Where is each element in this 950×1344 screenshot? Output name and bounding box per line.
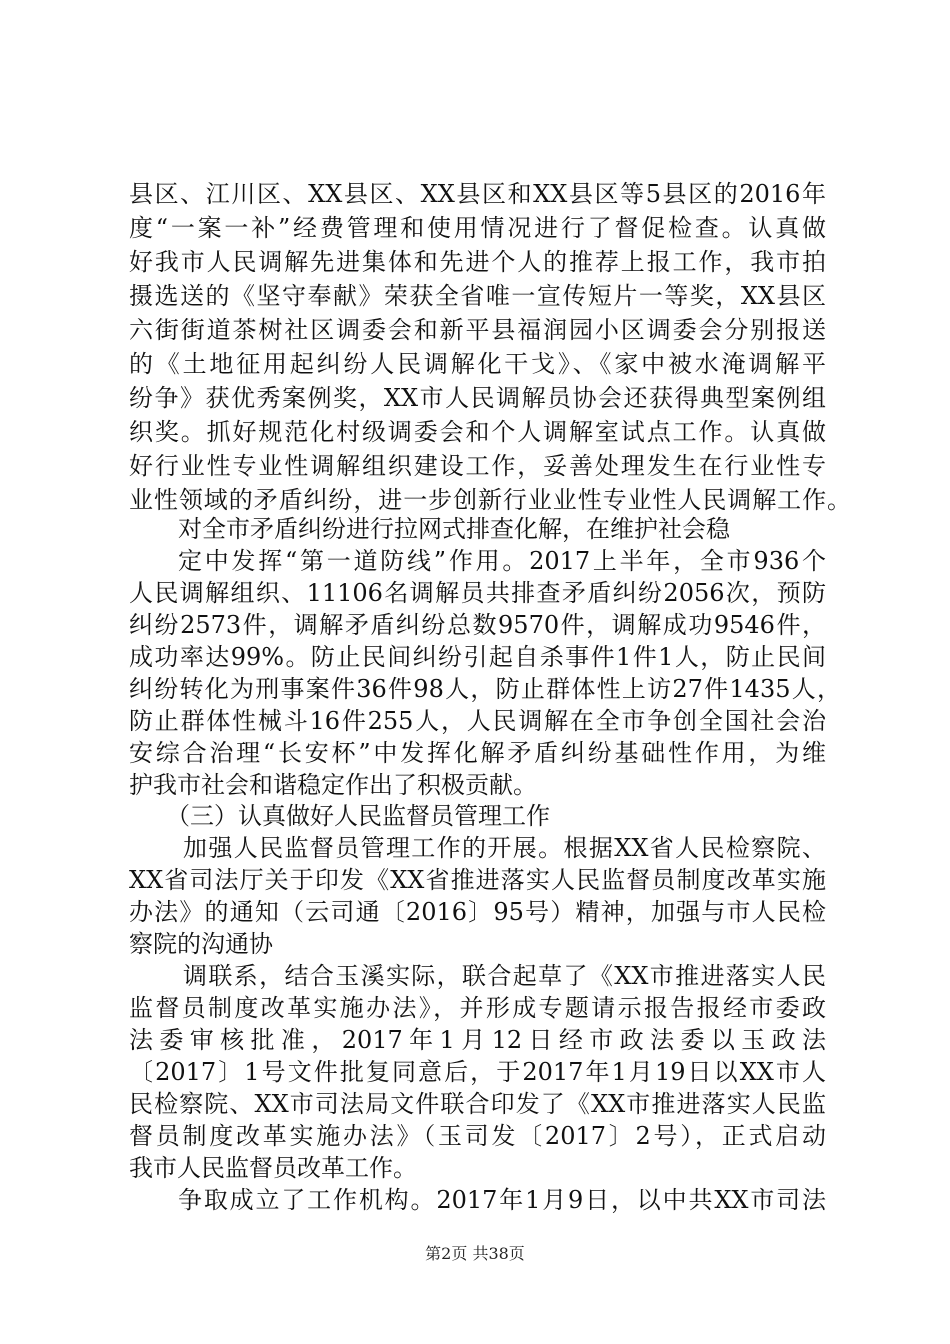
text-line: 防止群体性械斗16件255人，人民调解在全市争创全国社会治 <box>129 707 826 735</box>
text-line: 办法》的通知（云司通〔2016〕95号）精神，加强与市人民检 <box>129 898 826 926</box>
text-line: 好我市人民调解先进集体和先进个人的推荐上报工作，我市拍 <box>129 248 826 276</box>
text-line: 调联系，结合玉溪实际，联合起草了《XX市推进落实人民 <box>183 962 826 990</box>
text-line: 我市人民监督员改革工作。 <box>129 1154 417 1182</box>
paragraph-heading: 对全市矛盾纠纷进行拉网式排查化解，在维护社会稳 <box>178 515 730 543</box>
text-line: 的《土地征用起纠纷人民调解化干戈》、《家中被水淹调解平 <box>129 350 826 378</box>
text-line: 护我市社会和谐稳定作出了积极贡献。 <box>129 771 537 799</box>
text-line: 督员制度改革实施办法》（玉司发〔2017〕2号），正式启动 <box>129 1122 826 1150</box>
text-line: 监督员制度改革实施办法》，并形成专题请示报告报经市委政 <box>129 994 826 1022</box>
text-line: 成功率达99%。防止民间纠纷引起自杀事件1件1人，防止民间 <box>129 643 826 671</box>
text-line: XX省司法厅关于印发《XX省推进落实人民监督员制度改革实施 <box>129 866 826 894</box>
text-line: 民检察院、XX市司法局文件联合印发了《XX市推进落实人民监 <box>129 1090 826 1118</box>
text-line: 纷争》获优秀案例奖，XX市人民调解员协会还获得典型案例组 <box>129 384 826 412</box>
text-line: 察院的沟通协 <box>129 930 273 958</box>
text-line: 摄选送的《坚守奉献》荣获全省唯一宣传短片一等奖，XX县区 <box>129 282 826 310</box>
text-line: 纠纷转化为刑事案件36件98人，防止群体性上访27件1435人， <box>129 675 841 703</box>
text-line: 业性领域的矛盾纠纷，进一步创新行业业性专业性人民调解工作。 <box>129 486 851 514</box>
text-line: 县区、江川区、XX县区、XX县区和XX县区等5县区的2016年 <box>129 180 826 208</box>
text-line: 安综合治理“长安杯”中发挥化解矛盾纠纷基础性作用，为维 <box>129 739 826 767</box>
text-line: 〔2017〕1号文件批复同意后，于2017年1月19日以XX市人 <box>129 1058 826 1086</box>
text-line: 纠纷2573件，调解矛盾纠纷总数9570件，调解成功9546件， <box>129 611 826 639</box>
text-line: 织奖。抓好规范化村级调委会和个人调解室试点工作。认真做 <box>129 418 826 446</box>
text-line: 人民调解组织、11106名调解员共排查矛盾纠纷2056次，预防 <box>129 579 826 607</box>
text-line: 度“一案一补”经费管理和使用情况进行了督促检查。认真做 <box>129 214 826 242</box>
text-line: 六街街道茶树社区调委会和新平县福润园小区调委会分别报送 <box>129 316 826 344</box>
text-line: 好行业性专业性调解组织建设工作，妥善处理发生在行业性专 <box>129 452 826 480</box>
page-footer <box>0 1244 950 1264</box>
text-line: 争取成立了工作机构。2017年1月9日，以中共XX市司法 <box>178 1186 826 1214</box>
section-heading: （三）认真做好人民监督员管理工作 <box>166 802 550 830</box>
text-line: 法委审核批准，2017年1月12日经市政法委以玉政法 <box>129 1026 826 1054</box>
text-line: 加强人民监督员管理工作的开展。根据XX省人民检察院、 <box>183 834 826 862</box>
page-number: 第2页 共38页 <box>425 1244 525 1263</box>
text-line: 定中发挥“第一道防线”作用。2017上半年，全市936个 <box>178 547 826 575</box>
